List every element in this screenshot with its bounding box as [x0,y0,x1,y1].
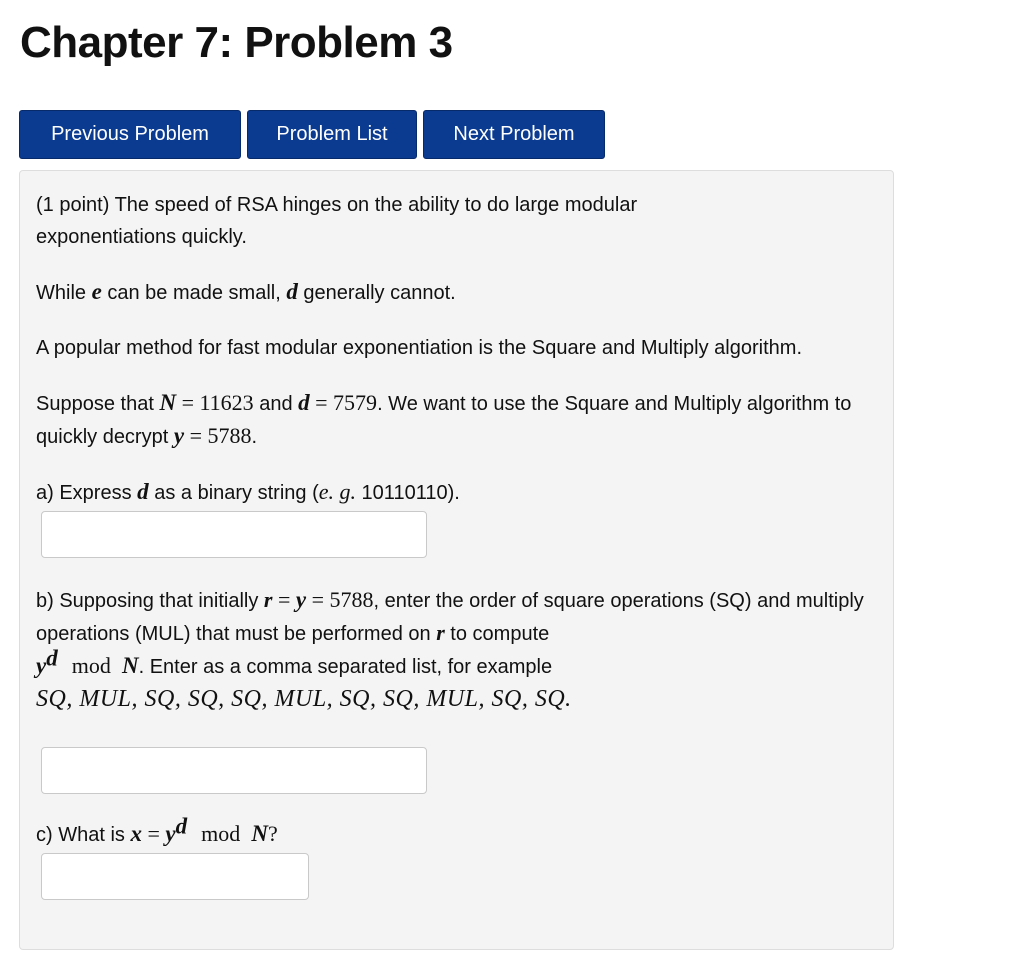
problem-nav [19,110,605,159]
problem-paragraph-4: Suppose that N = 11623 and d = 7579. We want to use the Square and Multiply algorithm to quickly decrypt y = 5788. [36,390,852,448]
problem-body [19,170,894,950]
part-b-question: b) Supposing that initially r = y = 5788, enter the order of square operations (SQ) and multiply operations (MUL) that must be performed on r to compute $y^d$ mod N. Enter as a comma separated list, for example SQ, MUL, SQ, SQ, SQ, MUL, SQ, SQ, MUL, SQ, SQ. [36,587,864,712]
problem-paragraph-2: While e can be made small, d generally cannot. [36,279,456,304]
part-c-question: c) What is $x = y^d$ mod N? [36,813,278,846]
problem-intro: (1 point) The speed of RSA hinges on the ability to do large modular exponentiations quickly. [36,194,638,248]
page-title: Chapter 7: Problem 3 [20,18,453,67]
part-c-answer-input[interactable] [41,853,309,900]
part-b-example: SQ, MUL, SQ, SQ, SQ, MUL, SQ, SQ, MUL, SQ, SQ. [36,686,572,712]
part-a-question: a) Express d as a binary string (e. g. 10110110). [36,479,460,504]
part-a-answer-input[interactable] [41,511,427,558]
problem-list-button[interactable]: Problem List [247,110,417,159]
problem-paragraph-3: A popular method for fast modular exponentiation is the Square and Multiply algorithm. [36,337,802,359]
previous-problem-button[interactable]: Previous Problem [19,110,241,159]
part-b-answer-input[interactable] [41,747,427,794]
next-problem-button[interactable]: Next Problem [423,110,605,159]
